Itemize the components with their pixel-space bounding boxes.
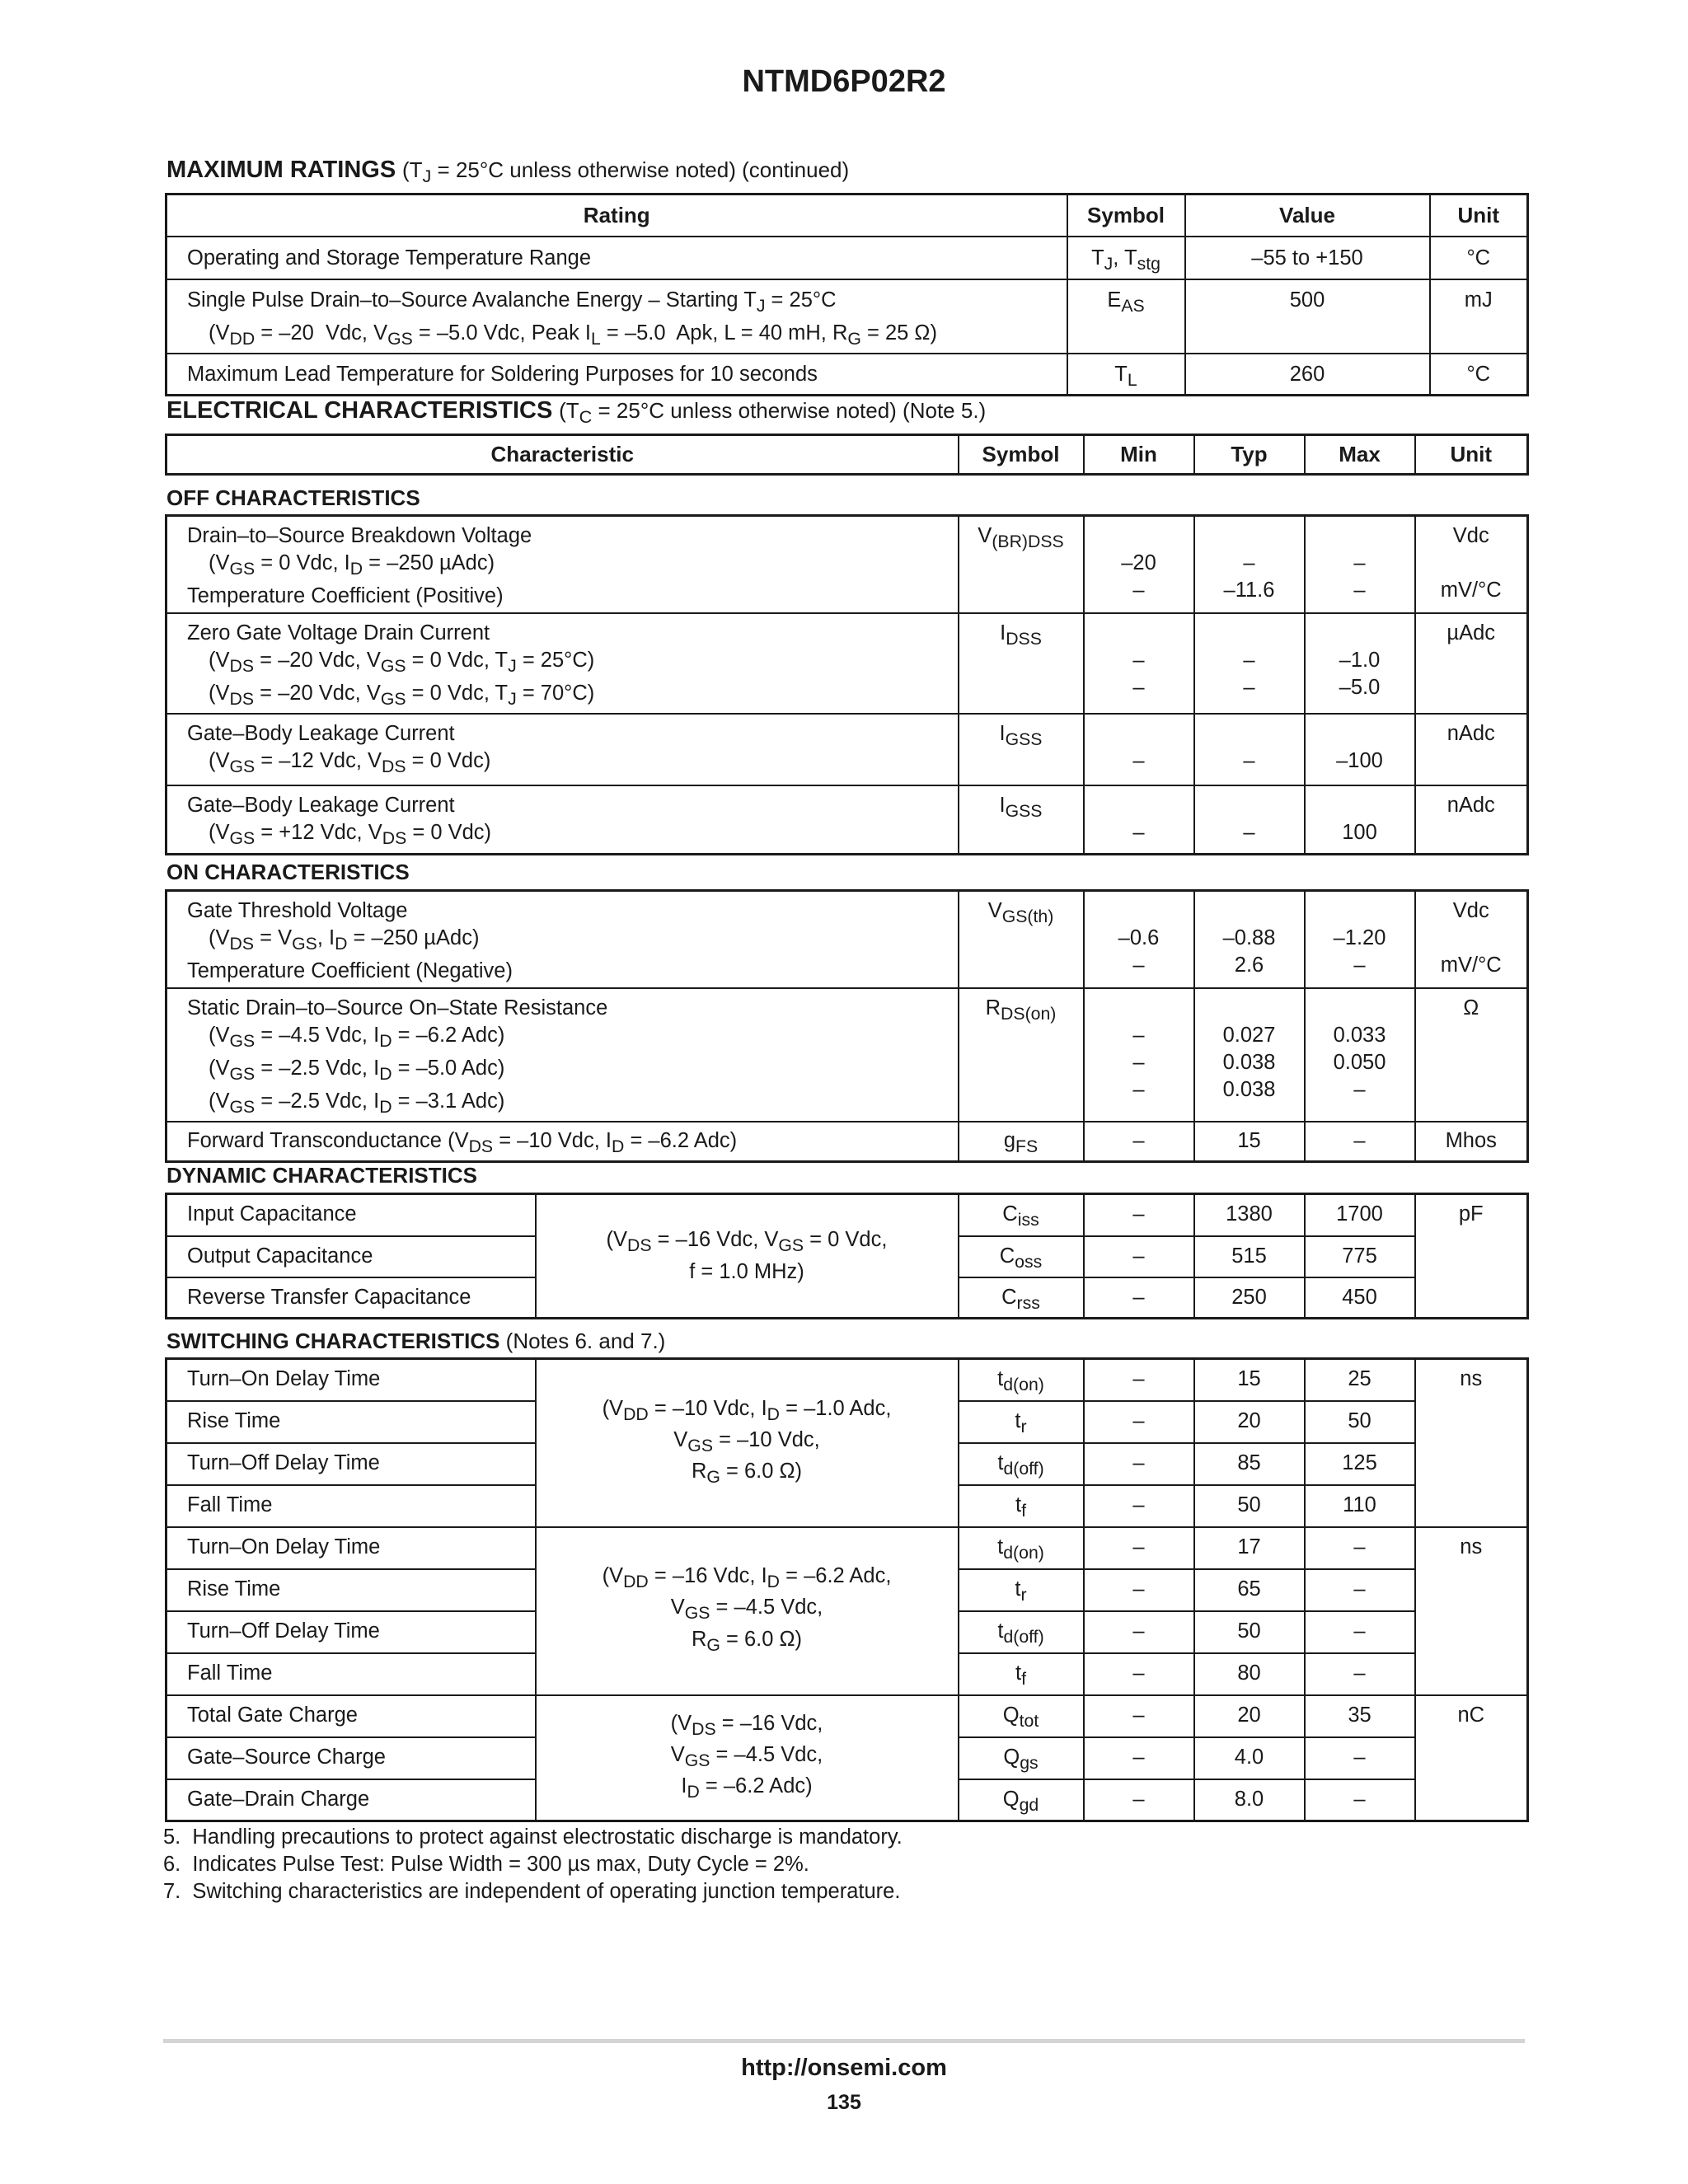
footer-divider (163, 2039, 1525, 2043)
min-cell: – (1084, 1737, 1194, 1779)
unit-cell: pF (1415, 1194, 1528, 1319)
gate-charge-test-conditions: ($V_{DS} = -16$ Vdc, $V_{GS} = -4.5$ Vdc, $I_D = -6.2$ Adc) (536, 1695, 959, 1821)
on-characteristics-table (165, 889, 1529, 1163)
symbol-cell: $C_{oss}$ (959, 1236, 1084, 1277)
table-row (166, 516, 1528, 613)
unit-cell: °C (1430, 354, 1528, 396)
characteristic-cell: Fall Time (166, 1653, 536, 1695)
switching-characteristics-table (165, 1357, 1529, 1822)
dynamic-test-conditions: ($V_{DS} = -16$ Vdc, $V_{GS} = 0$ Vdc, f = 1.0 MHz) (536, 1194, 959, 1319)
unit-cell: nC (1415, 1695, 1528, 1821)
characteristic-cell: Gate–Body Leakage Current ($V_{GS} = +12$ Vdc, $V_{DS} = 0$ Vdc) (166, 785, 959, 855)
unit-cell: °C (1430, 237, 1528, 279)
table-row (166, 1194, 1528, 1236)
table-row (166, 613, 1528, 714)
min-cell: – (1084, 1569, 1194, 1611)
typ-cell: 8.0 (1194, 1779, 1305, 1821)
rating-cell: Maximum Lead Temperature for Soldering Purposes for 10 seconds (166, 354, 1067, 396)
elec-title: ELECTRICAL CHARACTERISTICS (166, 397, 553, 424)
characteristic-cell: Turn–On Delay Time (166, 1359, 536, 1401)
max-ratings-title: MAXIMUM RATINGS (166, 157, 396, 183)
symbol-cell: $Q_{tot}$ (959, 1695, 1084, 1737)
max-cell: 0.033 0.050 – (1305, 988, 1415, 1122)
typ-cell: 20 (1194, 1401, 1305, 1443)
on-characteristics-title: ON CHARACTERISTICS (166, 860, 410, 884)
switching-test-conditions: ($V_{DD} = -16$ Vdc, $I_D = -6.2$ Adc, $V_{GS} = -4.5$ Vdc, $R_G = 6.0$ Ω) (536, 1527, 959, 1695)
max-cell: 100 (1305, 785, 1415, 855)
max-cell: – (1305, 1611, 1415, 1653)
header-max: Max (1305, 435, 1415, 475)
characteristic-cell: Gate Threshold Voltage ($V_{DS} = V_{GS}$, $I_D = -250$ µAdc) Temperature Coefficient (Negative) (166, 891, 959, 988)
table-row (166, 1527, 1528, 1569)
header-unit: Unit (1415, 435, 1528, 475)
page-number: 135 (827, 2091, 861, 2114)
header-typ: Typ (1194, 435, 1305, 475)
switching-test-conditions: ($V_{DD} = -10$ Vdc, $I_D = -1.0$ Adc, $V_{GS} = -10$ Vdc, $R_G = 6.0$ Ω) (536, 1359, 959, 1527)
unit-cell: ns (1415, 1359, 1528, 1527)
typ-cell: 15 (1194, 1122, 1305, 1162)
symbol-cell: $t_r$ (959, 1569, 1084, 1611)
header-value: Value (1185, 194, 1430, 237)
value-cell: 260 (1185, 354, 1430, 396)
off-characteristics-title: OFF CHARACTERISTICS (166, 485, 420, 510)
max-cell: 50 (1305, 1401, 1415, 1443)
min-cell: –20 – (1084, 516, 1194, 613)
symbol-cell: $Q_{gd}$ (959, 1779, 1084, 1821)
characteristic-cell: Turn–Off Delay Time (166, 1443, 536, 1485)
table-row (166, 279, 1528, 354)
min-cell: – (1084, 1236, 1194, 1277)
typ-cell: 85 (1194, 1443, 1305, 1485)
max-cell: 35 (1305, 1695, 1415, 1737)
max-cell: – (1305, 1779, 1415, 1821)
symbol-cell: $R_{DS(on)}$ (959, 988, 1084, 1122)
symbol-cell: $t_{d(off)}$ (959, 1611, 1084, 1653)
symbol-cell: $T_J$, $T_{stg}$ (1067, 237, 1185, 279)
typ-cell: 250 (1194, 1277, 1305, 1319)
header-unit: Unit (1430, 194, 1528, 237)
header-symbol: Symbol (959, 435, 1084, 475)
unit-cell: µAdc (1415, 613, 1528, 714)
value-cell: –55 to +150 (1185, 237, 1430, 279)
typ-cell: 20 (1194, 1695, 1305, 1737)
characteristic-cell: Forward Transconductance ($V_{DS} = -10$ Vdc, $I_D = -6.2$ Adc) (166, 1122, 959, 1162)
page-title: NTMD6P02R2 (742, 64, 946, 99)
symbol-cell: $C_{iss}$ (959, 1194, 1084, 1236)
typ-cell: – –11.6 (1194, 516, 1305, 613)
max-cell: – – (1305, 516, 1415, 613)
unit-cell: nAdc (1415, 714, 1528, 785)
unit-cell: nAdc (1415, 785, 1528, 855)
typ-cell: 1380 (1194, 1194, 1305, 1236)
characteristic-cell: Gate–Source Charge (166, 1737, 536, 1779)
max-cell: –100 (1305, 714, 1415, 785)
unit-cell: Ω (1415, 988, 1528, 1122)
typ-cell: –0.88 2.6 (1194, 891, 1305, 988)
switching-characteristics-title: SWITCHING CHARACTERISTICS (166, 1329, 500, 1353)
table-row (166, 1695, 1528, 1737)
symbol-cell: $t_{d(on)}$ (959, 1359, 1084, 1401)
max-cell: – (1305, 1569, 1415, 1611)
characteristic-cell: Output Capacitance (166, 1236, 536, 1277)
elec-heading (166, 397, 986, 428)
min-cell: – (1084, 1485, 1194, 1527)
characteristic-cell: Static Drain–to–Source On–State Resistance ($V_{GS} = -4.5$ Vdc, $I_D = -6.2$ Adc) ($V_{GS} = -2.5$ Vdc, $I_D = -5.0$ Adc) ($V_{GS} = -2.5$ Vdc, $I_D = -3.1$ Adc) (166, 988, 959, 1122)
min-cell: – – (1084, 613, 1194, 714)
min-cell: – (1084, 1443, 1194, 1485)
footnotes (163, 1824, 903, 1905)
typ-cell: 17 (1194, 1527, 1305, 1569)
symbol-cell: $t_f$ (959, 1653, 1084, 1695)
max-cell: 110 (1305, 1485, 1415, 1527)
rating-cell: Operating and Storage Temperature Range (166, 237, 1067, 279)
elec-header-table (165, 434, 1529, 476)
footnote-7: 7. Switching characteristics are independent of operating junction temperature. (163, 1880, 901, 1903)
max-cell: – (1305, 1653, 1415, 1695)
max-cell: – (1305, 1122, 1415, 1162)
dynamic-characteristics-table (165, 1193, 1529, 1319)
characteristic-cell: Gate–Body Leakage Current ($V_{GS} = -12$ Vdc, $V_{DS} = 0$ Vdc) (166, 714, 959, 785)
off-characteristics-table (165, 514, 1529, 855)
characteristic-cell: Fall Time (166, 1485, 536, 1527)
symbol-cell: $t_{d(on)}$ (959, 1527, 1084, 1569)
table-row (166, 354, 1528, 396)
characteristic-cell: Rise Time (166, 1569, 536, 1611)
min-cell: – (1084, 785, 1194, 855)
characteristic-cell: Turn–On Delay Time (166, 1527, 536, 1569)
switching-characteristics-heading (166, 1329, 665, 1354)
symbol-cell: $t_f$ (959, 1485, 1084, 1527)
max-cell: 125 (1305, 1443, 1415, 1485)
value-cell: 500 (1185, 279, 1430, 354)
characteristic-cell: Turn–Off Delay Time (166, 1611, 536, 1653)
table-row (166, 1359, 1528, 1401)
symbol-cell: $V_{GS(th)}$ (959, 891, 1084, 988)
max-cell: – (1305, 1527, 1415, 1569)
footer-url-link[interactable]: http://onsemi.com (741, 2055, 947, 2081)
max-cell: 775 (1305, 1236, 1415, 1277)
unit-cell: Vdc mV/°C (1415, 516, 1528, 613)
symbol-cell: $T_L$ (1067, 354, 1185, 396)
unit-cell: ns (1415, 1527, 1528, 1695)
table-row (166, 988, 1528, 1122)
min-cell: –0.6 – (1084, 891, 1194, 988)
min-cell: – (1084, 1695, 1194, 1737)
min-cell: – – – (1084, 988, 1194, 1122)
min-cell: – (1084, 1194, 1194, 1236)
typ-cell: 15 (1194, 1359, 1305, 1401)
min-cell: – (1084, 1277, 1194, 1319)
max-ratings-table (165, 193, 1529, 396)
typ-cell: – – (1194, 613, 1305, 714)
min-cell: – (1084, 1653, 1194, 1695)
elec-context: ($T_C = 25^\circ C$ unless otherwise noted) (Note 5.) (559, 398, 987, 428)
header-characteristic: Characteristic (166, 435, 959, 475)
symbol-cell: $I_{GSS}$ (959, 785, 1084, 855)
dynamic-characteristics-title: DYNAMIC CHARACTERISTICS (166, 1163, 477, 1188)
characteristic-cell: Zero Gate Voltage Drain Current ($V_{DS} = -20$ Vdc, $V_{GS} = 0$ Vdc, $T_J = 25^\circ C$) ($V_{DS} = -20$ Vdc, $V_{GS} = 0$ Vdc, $T_J = 70^\circ C$) (166, 613, 959, 714)
typ-cell: – (1194, 785, 1305, 855)
min-cell: – (1084, 1122, 1194, 1162)
min-cell: – (1084, 1611, 1194, 1653)
max-cell: 25 (1305, 1359, 1415, 1401)
rating-cell: Single Pulse Drain–to–Source Avalanche Energy – Starting $T_J = 25^\circ C$ ($V_{DD} = -20$ Vdc, $V_{GS} = -5.0$ Vdc, Peak $I_L = -5.0$ Apk, L = 40 mH, $R_G = 25$ Ω) (166, 279, 1067, 354)
table-row (166, 785, 1528, 855)
typ-cell: 515 (1194, 1236, 1305, 1277)
symbol-cell: $I_{GSS}$ (959, 714, 1084, 785)
table-row (166, 237, 1528, 279)
table-row (166, 891, 1528, 988)
symbol-cell: $C_{rss}$ (959, 1277, 1084, 1319)
min-cell: – (1084, 1359, 1194, 1401)
footnote-5: 5. Handling precautions to protect against electrostatic discharge is mandatory. (163, 1825, 903, 1849)
characteristic-cell: Rise Time (166, 1401, 536, 1443)
symbol-cell: $g_{FS}$ (959, 1122, 1084, 1162)
characteristic-cell: Input Capacitance (166, 1194, 536, 1236)
unit-cell: Vdc mV/°C (1415, 891, 1528, 988)
unit-cell: mJ (1430, 279, 1528, 354)
max-cell: – (1305, 1737, 1415, 1779)
header-symbol: Symbol (1067, 194, 1185, 237)
max-cell: –1.0 –5.0 (1305, 613, 1415, 714)
characteristic-cell: Reverse Transfer Capacitance (166, 1277, 536, 1319)
max-ratings-header-row (166, 194, 1528, 237)
min-cell: – (1084, 1779, 1194, 1821)
typ-cell: – (1194, 714, 1305, 785)
characteristic-cell: Drain–to–Source Breakdown Voltage ($V_{GS} = 0$ Vdc, $I_D = -250$ µAdc) Temperature Coefficient (Positive) (166, 516, 959, 613)
symbol-cell: $t_r$ (959, 1401, 1084, 1443)
header-rating: Rating (166, 194, 1067, 237)
footnote-6: 6. Indicates Pulse Test: Pulse Width = 300 µs max, Duty Cycle = 2%. (163, 1853, 809, 1876)
min-cell: – (1084, 714, 1194, 785)
characteristic-cell: Total Gate Charge (166, 1695, 536, 1737)
min-cell: – (1084, 1401, 1194, 1443)
max-cell: 1700 (1305, 1194, 1415, 1236)
symbol-cell: $Q_{gs}$ (959, 1737, 1084, 1779)
symbol-cell: $t_{d(off)}$ (959, 1443, 1084, 1485)
elec-header-row (166, 435, 1528, 475)
typ-cell: 50 (1194, 1485, 1305, 1527)
max-ratings-heading (166, 157, 849, 187)
typ-cell: 80 (1194, 1653, 1305, 1695)
table-row (166, 1122, 1528, 1162)
symbol-cell: $V_{(BR)DSS}$ (959, 516, 1084, 613)
table-row (166, 714, 1528, 785)
header-min: Min (1084, 435, 1194, 475)
symbol-cell: $E_{AS}$ (1067, 279, 1185, 354)
switching-notes-ref: (Notes 6. and 7.) (505, 1329, 666, 1353)
characteristic-cell: Gate–Drain Charge (166, 1779, 536, 1821)
typ-cell: 0.027 0.038 0.038 (1194, 988, 1305, 1122)
max-ratings-context: ($T_J = 25^\circ C$ unless otherwise noted) (continued) (401, 157, 850, 187)
min-cell: – (1084, 1527, 1194, 1569)
typ-cell: 4.0 (1194, 1737, 1305, 1779)
typ-cell: 65 (1194, 1569, 1305, 1611)
typ-cell: 50 (1194, 1611, 1305, 1653)
unit-cell: Mhos (1415, 1122, 1528, 1162)
symbol-cell: $I_{DSS}$ (959, 613, 1084, 714)
max-cell: –1.20 – (1305, 891, 1415, 988)
max-cell: 450 (1305, 1277, 1415, 1319)
